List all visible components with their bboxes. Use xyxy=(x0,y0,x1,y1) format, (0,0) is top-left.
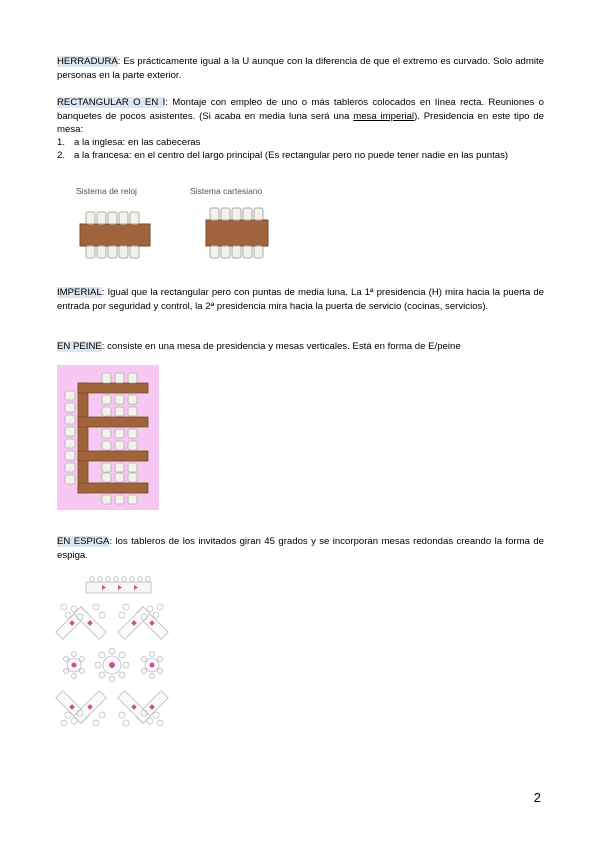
espiga-term: EN ESPIGA xyxy=(57,536,110,547)
rectangular-term: RECTANGULAR O EN I xyxy=(57,97,166,108)
sistema-reloj-diagram xyxy=(76,208,156,268)
chair-row-bottom xyxy=(86,246,139,258)
herradura-term: HERRADURA xyxy=(57,56,118,67)
peine-paragraph xyxy=(57,340,544,354)
rectangular-text-b: ). Presidencia en este tipo de mesa: xyxy=(57,110,544,135)
chair-row-top xyxy=(210,208,263,220)
chair-row-top xyxy=(86,212,139,224)
reloj-caption: Sistema de reloj xyxy=(76,186,137,196)
herradura-text: : Es prácticamente igual a la U aunque con la diferencia de que el extremo es curvado. Solo admite personas en la parte exterior. xyxy=(57,56,544,81)
table xyxy=(80,224,150,246)
chair-row-bottom xyxy=(210,246,263,258)
imperial-text: : Igual que la rectangular pero con puntas de media luna. La 1ª presidencia (H) mira hacia la puerta de entrada por seguridad y control, la 2ª presidencia mira hacia la puerta de servicio (cocinas, servicios). xyxy=(57,287,544,312)
head-table xyxy=(86,577,151,594)
list-item xyxy=(57,149,508,163)
espiga-text: : los tableros de los invitados giran 45 grados y se incorporan mesas redondas creando la forma de espiga. xyxy=(57,536,544,561)
mesa-imperial-link: mesa imperial xyxy=(353,110,415,122)
en-peine-diagram xyxy=(57,365,159,510)
peine-term: EN PEINE xyxy=(57,341,102,352)
list-item xyxy=(57,136,200,150)
table xyxy=(206,220,268,246)
imperial-paragraph xyxy=(57,286,544,313)
list-item-number: 1. xyxy=(57,137,66,148)
page-number: 2 xyxy=(533,790,541,805)
chairs-top-row xyxy=(102,373,137,383)
peine-text: : consiste en una mesa de presidencia y mesas verticales. Está en forma de E/peine xyxy=(101,341,461,352)
cartesiano-caption: Sistema cartesiano xyxy=(190,186,263,196)
imperial-term: IMPERIAL xyxy=(57,287,102,298)
espiga-paragraph xyxy=(57,535,544,562)
sistema-cartesiano-diagram xyxy=(204,206,274,266)
list-item-text: a la francesa: en el centro del largo principal (Es rectangular pero no puede tener nadie en las puntas) xyxy=(74,150,509,161)
rectangular-paragraph xyxy=(57,96,544,137)
herradura-paragraph xyxy=(57,55,544,82)
en-espiga-diagram xyxy=(60,575,180,725)
round-table-marker xyxy=(109,662,115,668)
list-item-number: 2. xyxy=(57,150,66,161)
list-item-text: a la inglesa: en las cabeceras xyxy=(74,137,201,148)
rectangular-text-a: : Montaje con empleo de uno o más tableros colocados en línea recta. Reuniones o banquetes de pocos asistentes. (Si acaba en media luna será una xyxy=(57,97,544,122)
